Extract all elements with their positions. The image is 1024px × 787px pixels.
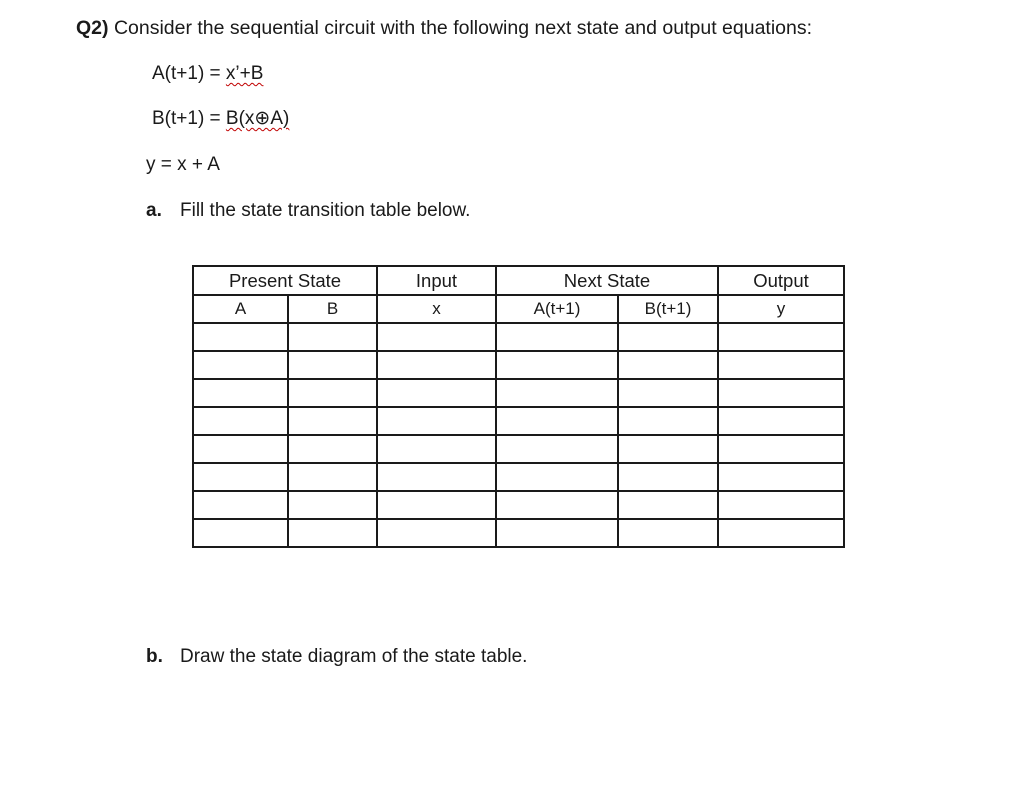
table-cell <box>193 491 288 519</box>
equation-a-next <box>152 62 263 86</box>
table-cell <box>288 435 377 463</box>
table-cell <box>193 323 288 351</box>
header-output: Output <box>718 266 844 295</box>
table-body <box>193 323 844 547</box>
table-cell <box>193 435 288 463</box>
subheader-x: x <box>377 295 496 323</box>
part-b-label: b. <box>146 646 163 667</box>
table-cell <box>496 491 618 519</box>
table-cell <box>718 463 844 491</box>
part-a-label: a. <box>146 200 162 221</box>
table-cell <box>288 519 377 547</box>
table-cell <box>496 407 618 435</box>
table-cell <box>496 463 618 491</box>
equation-a-next-lhs: A(t+1) = <box>152 63 226 84</box>
table-row <box>193 463 844 491</box>
table-cell <box>193 407 288 435</box>
equation-b-next <box>152 107 289 131</box>
table-cell <box>496 351 618 379</box>
table-cell <box>496 379 618 407</box>
subheader-a: A <box>193 295 288 323</box>
equation-b-next-lhs: B(t+1) = <box>152 108 226 129</box>
table-cell <box>193 351 288 379</box>
table-cell <box>718 351 844 379</box>
table-cell <box>288 407 377 435</box>
table-cell <box>718 519 844 547</box>
table-cell <box>377 407 496 435</box>
table-cell <box>377 351 496 379</box>
table-row <box>193 323 844 351</box>
table-cell <box>193 463 288 491</box>
table-cell <box>618 463 718 491</box>
table-sub-header-row <box>193 295 844 323</box>
subheader-b: B <box>288 295 377 323</box>
table-cell <box>496 435 618 463</box>
table-cell <box>193 519 288 547</box>
equation-a-next-rhs: x’+B <box>225 63 264 84</box>
subheader-a-next: A(t+1) <box>496 295 618 323</box>
question-text: Consider the sequential circuit with the following next state and output equations: <box>113 17 813 39</box>
table-cell <box>496 519 618 547</box>
table-cell <box>718 323 844 351</box>
table-cell <box>618 435 718 463</box>
table-cell <box>288 351 377 379</box>
state-transition-table <box>192 265 845 548</box>
table-cell <box>377 491 496 519</box>
table-row <box>193 491 844 519</box>
subheader-b-next: B(t+1) <box>618 295 718 323</box>
table-cell <box>288 463 377 491</box>
part-b-text: Draw the state diagram of the state table. <box>180 646 528 667</box>
equation-b-next-rhs: B(x⊕A) <box>225 108 290 129</box>
subheader-y: y <box>718 295 844 323</box>
part-a-instruction <box>146 199 470 223</box>
table-cell <box>288 491 377 519</box>
table-cell <box>377 463 496 491</box>
table-cell <box>377 379 496 407</box>
table-cell <box>288 379 377 407</box>
table-row <box>193 351 844 379</box>
table-row <box>193 379 844 407</box>
question-number: Q2) <box>76 17 109 39</box>
table-cell <box>618 323 718 351</box>
header-next-state: Next State <box>496 266 718 295</box>
table-cell <box>718 407 844 435</box>
part-a-text: Fill the state transition table below. <box>180 200 471 221</box>
table-group-header-row <box>193 266 844 295</box>
part-b-instruction <box>146 645 527 669</box>
table-cell <box>193 379 288 407</box>
table-cell <box>377 519 496 547</box>
table-cell <box>718 491 844 519</box>
table-cell <box>377 435 496 463</box>
table-cell <box>377 323 496 351</box>
table-row <box>193 435 844 463</box>
question-heading <box>76 16 812 40</box>
header-input: Input <box>377 266 496 295</box>
table-cell <box>618 379 718 407</box>
table-cell <box>718 379 844 407</box>
table-row <box>193 519 844 547</box>
equation-output: y = x + A <box>146 154 220 175</box>
table-cell <box>496 323 618 351</box>
table-cell <box>618 407 718 435</box>
table-cell <box>618 351 718 379</box>
table-cell <box>288 323 377 351</box>
header-present-state: Present State <box>193 266 377 295</box>
table-cell <box>618 491 718 519</box>
table-cell <box>618 519 718 547</box>
table-cell <box>718 435 844 463</box>
table-row <box>193 407 844 435</box>
